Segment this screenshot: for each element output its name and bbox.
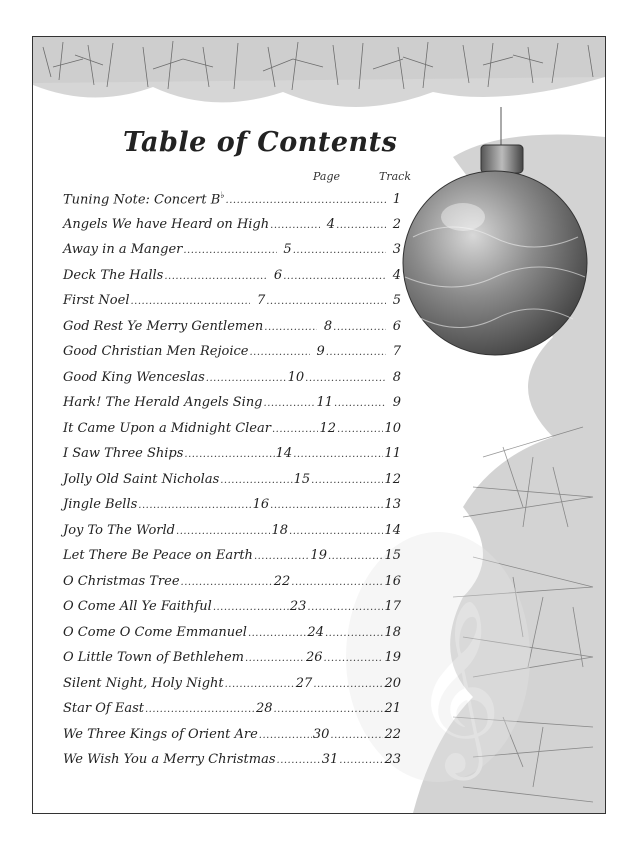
toc-entry[interactable]: [63, 268, 401, 294]
dot-leader: [130, 296, 250, 307]
dot-leader: [270, 500, 383, 511]
dot-leader: [330, 730, 383, 741]
flat-sign: ♭: [220, 191, 225, 201]
entry-page: 9: [316, 344, 325, 359]
toc-entry[interactable]: [63, 650, 401, 676]
entry-page: 6: [273, 267, 283, 283]
entry-title: It Came Upon a Midnight Clear: [63, 420, 271, 436]
entry-track: 10: [384, 420, 401, 436]
dot-leader: [305, 373, 386, 384]
dot-leader: [270, 220, 320, 231]
dot-leader: [293, 449, 383, 460]
dot-leader: [226, 195, 386, 206]
entry-page: 31: [321, 752, 339, 767]
dot-leader: [334, 398, 386, 409]
entry-track: 13: [384, 497, 401, 512]
entry-track: 3: [392, 242, 401, 257]
dot-leader: [289, 526, 383, 537]
entry-title: First Noel: [63, 293, 130, 308]
dot-leader: [176, 526, 270, 537]
dot-leader: [283, 271, 386, 282]
toc-entry[interactable]: [63, 676, 401, 702]
entry-title: God Rest Ye Merry Gentlemen: [63, 318, 264, 334]
dot-leader: [333, 322, 386, 333]
entry-page: 23: [289, 599, 307, 614]
entry-track: 21: [384, 701, 401, 716]
dot-leader: [145, 704, 255, 715]
toc-entry[interactable]: [63, 395, 401, 421]
entry-page: 27: [295, 675, 313, 691]
entry-track: 17: [384, 599, 402, 614]
entry-title: O Christmas Tree: [63, 573, 180, 589]
toc-entry[interactable]: [63, 625, 401, 651]
dot-leader: [291, 577, 383, 588]
dot-leader: [225, 679, 295, 690]
toc-entry[interactable]: [63, 191, 401, 217]
toc-entry[interactable]: [63, 752, 401, 778]
entry-page: 12: [319, 420, 336, 436]
dot-leader: [339, 755, 383, 766]
entry-page: 18: [271, 522, 289, 538]
entry-page: 4: [326, 216, 336, 232]
dot-leader: [307, 602, 383, 613]
dot-leader: [328, 551, 383, 562]
track-column-header: Track: [379, 170, 411, 183]
dot-leader: [336, 220, 386, 231]
toc-entry[interactable]: [63, 472, 401, 498]
dot-leader: [264, 398, 316, 409]
dot-leader: [337, 424, 383, 435]
entry-title: Joy To The World: [63, 522, 176, 538]
page-column-header: Page: [313, 170, 341, 183]
dot-leader: [325, 628, 383, 639]
dot-leader: [245, 653, 305, 664]
dot-leader: [264, 322, 317, 333]
entry-track: 19: [384, 650, 401, 665]
svg-text:𝄞: 𝄞: [413, 599, 502, 773]
entry-title: Deck The Halls: [63, 267, 164, 283]
dot-leader: [326, 347, 386, 358]
entry-track: 1: [392, 192, 401, 208]
toc-entry[interactable]: [63, 523, 401, 549]
toc-entry[interactable]: [63, 599, 401, 625]
dot-leader: [293, 245, 386, 256]
contents-list: [63, 191, 401, 778]
entry-track: 14: [384, 522, 402, 538]
entry-title: Hark! The Herald Angels Sing: [63, 395, 263, 410]
entry-page: 26: [305, 650, 323, 665]
entry-track: 18: [384, 624, 401, 640]
entry-page: 22: [273, 573, 291, 589]
dot-leader: [254, 551, 309, 562]
entry-track: 9: [392, 395, 401, 410]
entry-title: Silent Night, Holy Night: [63, 675, 224, 691]
dot-leader: [249, 347, 309, 358]
dot-leader: [213, 602, 289, 613]
dot-leader: [164, 271, 267, 282]
dot-leader: [272, 424, 318, 435]
entry-track: 11: [384, 446, 402, 461]
dot-leader: [220, 475, 292, 486]
entry-page: 28: [255, 701, 273, 716]
toc-entry[interactable]: [63, 344, 401, 370]
entry-track: 2: [392, 216, 402, 232]
entry-title: Tuning Note: Concert B♭: [63, 191, 225, 208]
dot-leader: [324, 653, 384, 664]
entry-title: Good Christian Men Rejoice: [63, 344, 249, 359]
entry-page: 11: [316, 395, 334, 410]
entry-title: Angels We have Heard on High: [63, 216, 270, 232]
toc-entry[interactable]: [63, 319, 401, 345]
entry-page: 10: [287, 369, 305, 385]
toc-entry[interactable]: [63, 574, 401, 600]
entry-title: We Three Kings of Orient Are: [63, 726, 258, 742]
dot-leader: [259, 730, 312, 741]
entry-page: 16: [252, 497, 270, 512]
entry-title: We Wish You a Merry Christmas: [63, 752, 276, 767]
dot-leader: [183, 245, 276, 256]
entry-track: 4: [392, 267, 402, 283]
toc-entry[interactable]: [63, 370, 401, 396]
dot-leader: [181, 577, 273, 588]
entry-track: 15: [384, 548, 401, 563]
dot-leader: [311, 475, 383, 486]
dot-leader: [184, 449, 274, 460]
toc-entry[interactable]: [63, 701, 401, 727]
toc-entry[interactable]: [63, 242, 401, 268]
entry-title: Away in a Manger: [63, 242, 183, 257]
entry-track: 6: [392, 318, 401, 334]
toc-entry[interactable]: [63, 217, 401, 243]
entry-page: 24: [307, 624, 324, 640]
entry-track: 22: [384, 726, 402, 742]
entry-track: 23: [384, 752, 402, 767]
entry-page: 30: [312, 726, 330, 742]
entry-title: Good King Wenceslas: [63, 369, 205, 385]
entry-title: I Saw Three Ships: [63, 446, 184, 461]
toc-entry[interactable]: [63, 293, 401, 319]
entry-track: 12: [384, 471, 401, 487]
page-frame: [32, 36, 606, 814]
entry-page: 15: [293, 471, 311, 487]
toc-entry[interactable]: [63, 421, 401, 447]
entry-track: 7: [392, 344, 402, 359]
entry-title: Jingle Bells: [63, 497, 138, 512]
dot-leader: [277, 755, 321, 766]
entry-title: O Little Town of Bethlehem: [63, 650, 244, 665]
toc-entry[interactable]: [63, 727, 401, 753]
entry-track: 16: [384, 573, 401, 589]
dot-leader: [206, 373, 287, 384]
toc-entry[interactable]: [63, 497, 401, 523]
entry-page: 7: [256, 293, 266, 308]
toc-entry[interactable]: [63, 446, 401, 472]
entry-track: 8: [392, 369, 402, 385]
entry-page: 19: [310, 548, 327, 563]
entry-title: O Come O Come Emmanuel: [63, 624, 247, 640]
entry-page: 8: [323, 318, 333, 334]
entry-track: 5: [392, 293, 402, 308]
toc-entry[interactable]: [63, 548, 401, 574]
entry-title: Star Of East: [63, 701, 144, 716]
entry-page: 14: [275, 446, 293, 461]
page-title: Table of Contents: [123, 127, 398, 158]
entry-title: Jolly Old Saint Nicholas: [63, 471, 220, 487]
dot-leader: [313, 679, 383, 690]
dot-leader: [273, 704, 383, 715]
entry-title: Let There Be Peace on Earth: [63, 548, 253, 563]
dot-leader: [266, 296, 386, 307]
entry-page: 5: [283, 242, 292, 257]
entry-track: 20: [384, 675, 402, 691]
entry-title: O Come All Ye Faithful: [63, 599, 212, 614]
dot-leader: [138, 500, 251, 511]
dot-leader: [248, 628, 306, 639]
